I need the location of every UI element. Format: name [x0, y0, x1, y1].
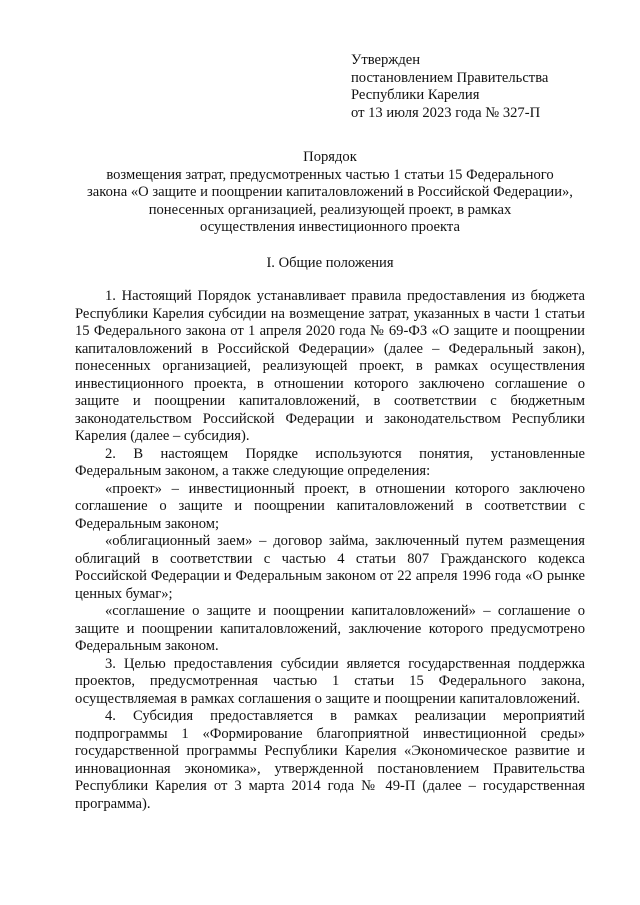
paragraph: «проект» – инвестиционный проект, в отношении которого заключено соглашение о защите и поощрении капиталовложений в соответствии с Федеральным законом; [75, 480, 585, 532]
paragraph: 4. Субсидия предоставляется в рамках реализации мероприятий подпрограммы 1 «Формирование благоприятной инвестиционной среды» государственной программы Республики Карелия «Экономическое развитие и инновационная экономика», утвержденной постановлением Правительства Республики Карелия от 3 марта 2014 года № 49-П (далее – государственная программа). [75, 708, 585, 812]
paragraph: 2. В настоящем Порядке используются понятия, установленные Федеральным законом, а также следующие определения: [75, 445, 585, 479]
title-line: закона «О защите и поощрении капиталовложений в Российской Федерации», [87, 184, 573, 200]
paragraph: «облигационный заем» – договор займа, заключенный путем размещения облигаций в соответствии с частью 4 статьи 807 Гражданского кодекса Российской Федерации и Федеральным законом от 22 апреля 1996 года «О рынке ценных бумаг»; [75, 533, 585, 602]
approval-line: Республики Карелия [351, 87, 480, 103]
title-line: осуществления инвестиционного проекта [200, 219, 460, 235]
approval-date-line: от 13 июля 2023 года № 327-П [351, 104, 541, 121]
approval-block [351, 52, 548, 122]
paragraph: «соглашение о защите и поощрении капиталовложений» – соглашение о защите и поощрении капиталовложений, заключение которого предусмотрено Федеральным законом. [75, 603, 585, 654]
approval-line: постановлением Правительства [351, 69, 549, 86]
document-title [60, 149, 600, 237]
title-line: понесенных организацией, реализующей проект, в рамках [148, 201, 512, 218]
title-line: возмещения затрат, предусмотренных частью 1 статьи 15 Федерального [106, 166, 554, 183]
title-line: Порядок [303, 149, 357, 165]
paragraph: 3. Целью предоставления субсидии является государственная поддержка проектов, предусмотренная частью 1 статьи 15 Федерального закона, осуществляемая в рамках соглашения о защите и поощрении капиталовложений. [75, 655, 585, 707]
document-body [75, 288, 585, 813]
approval-line: Утвержден [351, 52, 421, 68]
section-heading: I. Общие положения [266, 255, 394, 271]
paragraph: 1. Настоящий Порядок устанавливает правила предоставления из бюджета Республики Карелия субсидии на возмещение затрат, указанных в части 1 статьи 15 Федерального закона от 1 апреля 2020 года № 69-ФЗ «О защите и поощрении капиталовложений в Российской Федерации» (далее – Федеральный закон), понесенных организацией, реализующей проект, в рамках осуществления инвестиционного проекта, в отношении которого заключено соглашение о защите и поощрении капиталовложений, в соответствии с бюджетным законодательством Российской Федерации и законодательством Республики Карелия (далее – субсидия). [75, 288, 585, 444]
